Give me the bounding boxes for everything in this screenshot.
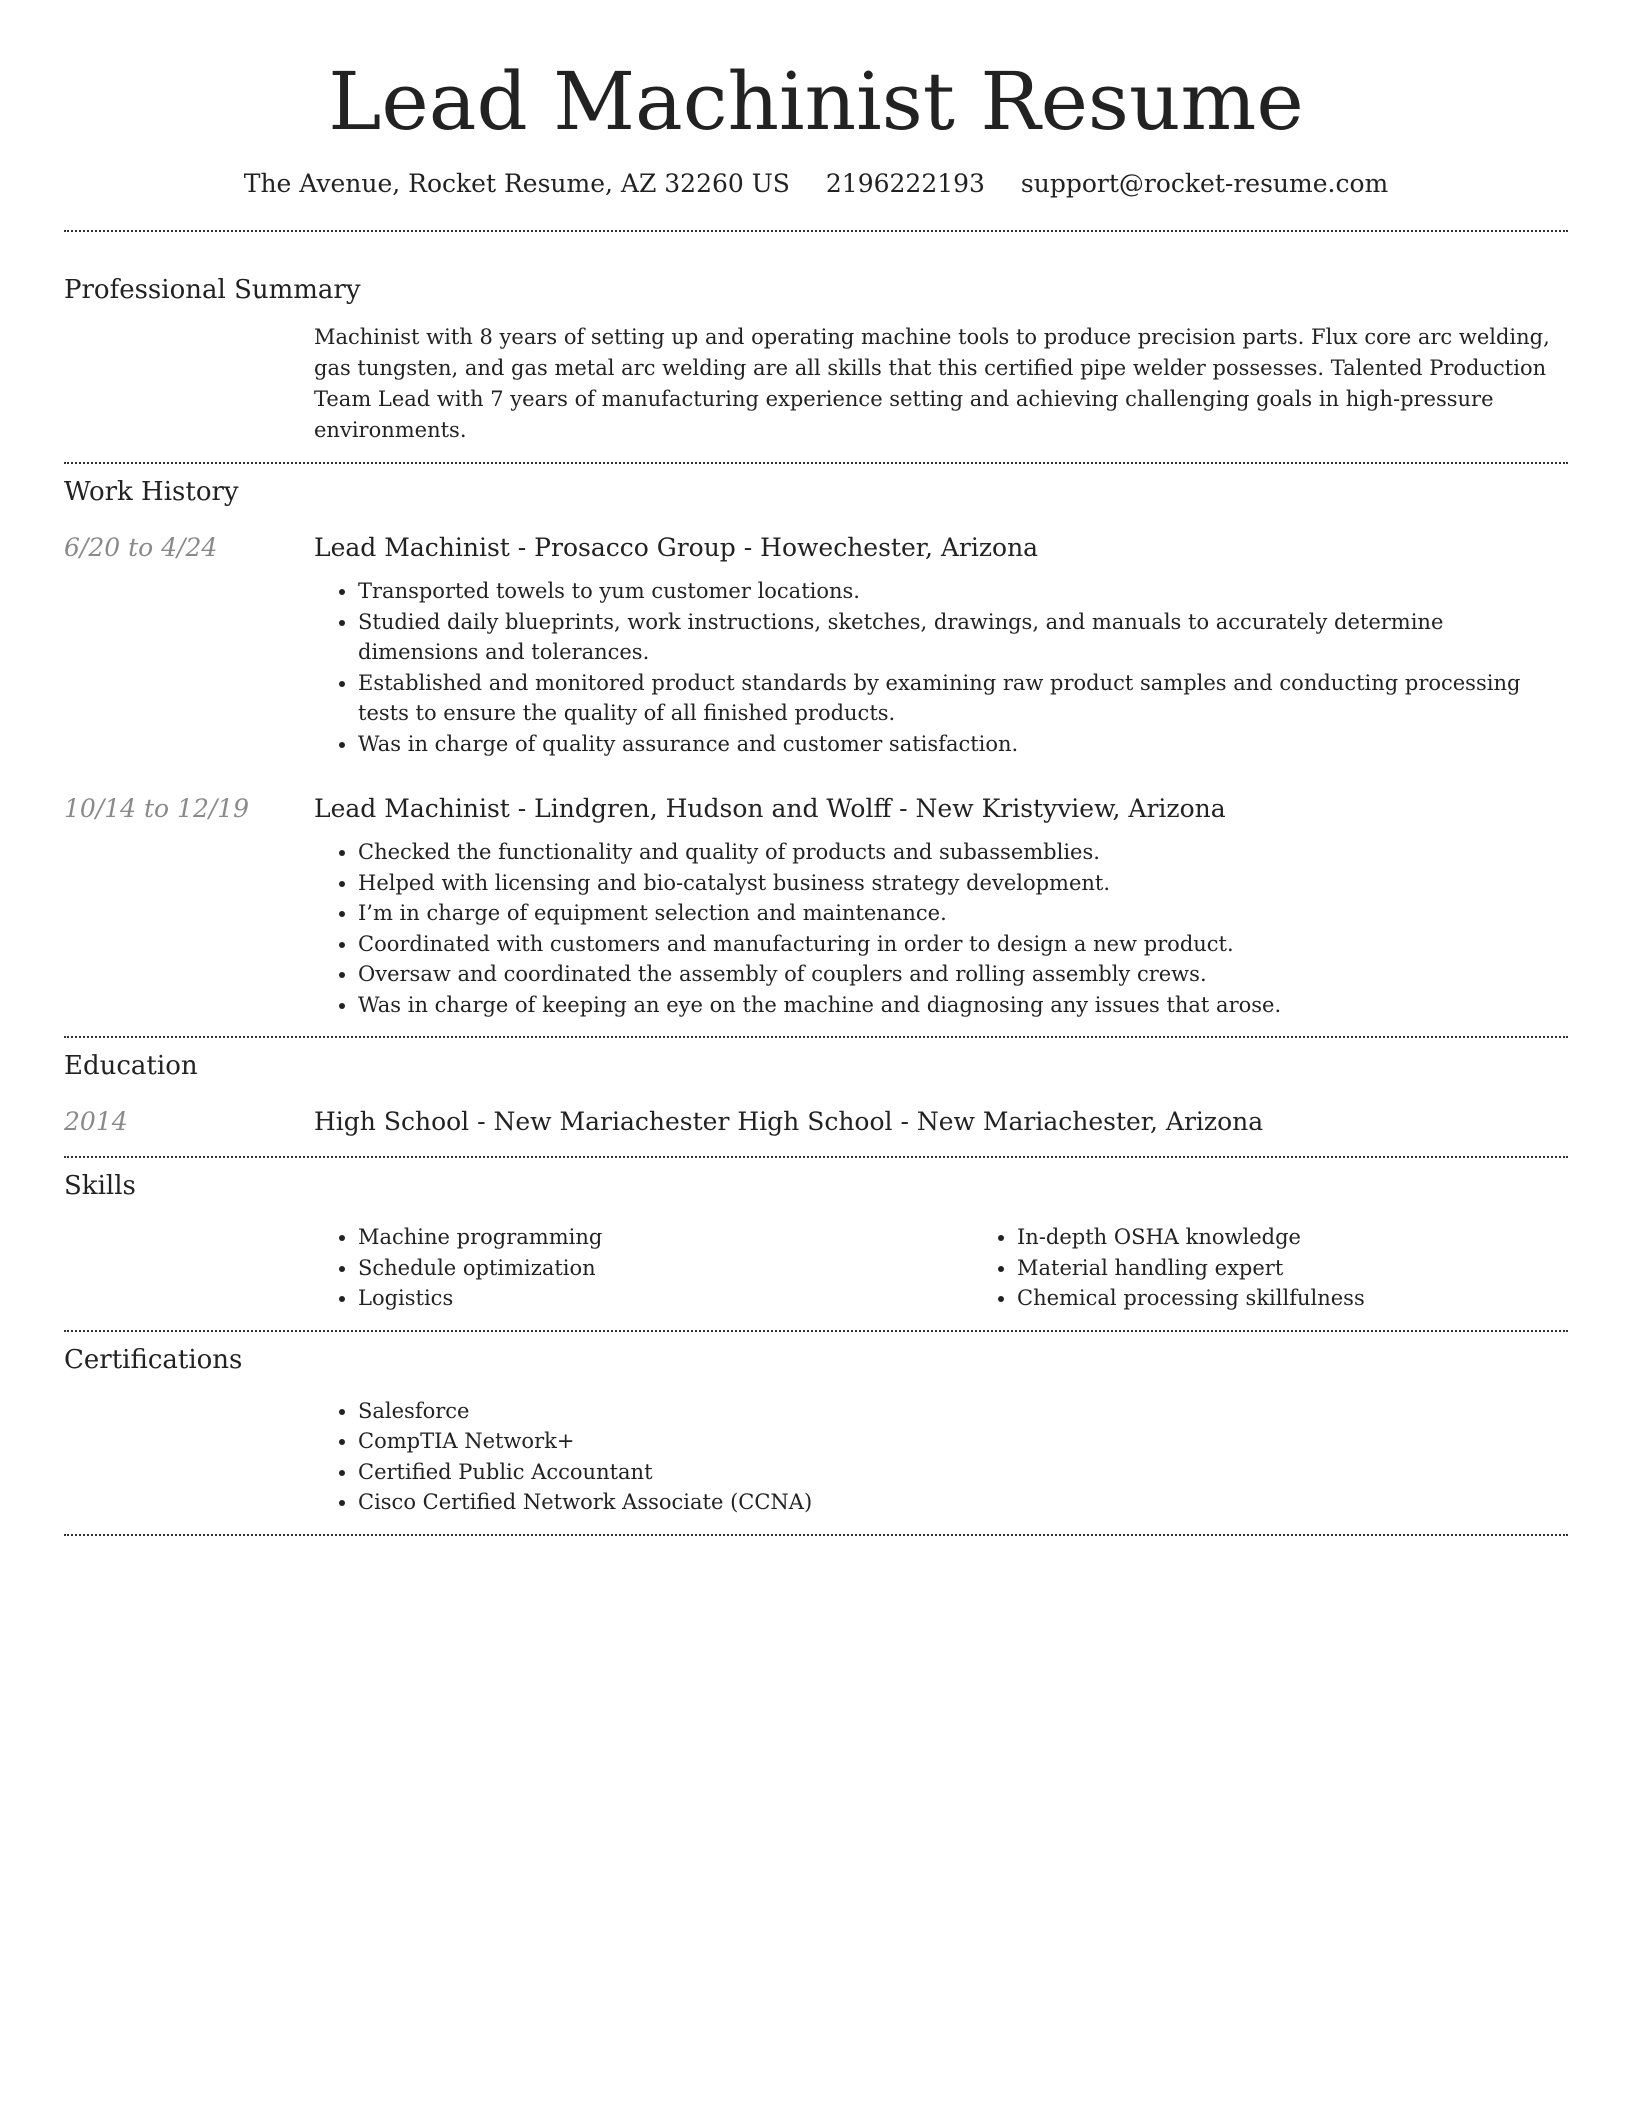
job-title: Lead Machinist - Prosacco Group - Howechester, Arizona xyxy=(314,533,1039,562)
skills-list-right xyxy=(973,1222,1632,1314)
list-item: • Was in charge of keeping an eye on the machine and diagnosing any issues that arose. xyxy=(358,990,1568,1021)
work-heading: Work History xyxy=(64,477,239,507)
list-item: • Studied daily blueprints, work instructions, sketches, drawings, and manuals to accurately determine dimensions and tolerances. xyxy=(358,607,1568,668)
job-dates: 6/20 to 4/24 xyxy=(64,533,218,562)
job-entry xyxy=(64,530,1568,566)
list-item: • Cisco Certified Network Associate (CCNA) xyxy=(358,1487,1568,1518)
resume-page xyxy=(64,0,1568,1536)
divider xyxy=(64,1156,1568,1158)
list-item: • Coordinated with customers and manufacturing in order to design a new product. xyxy=(358,929,1568,960)
skills-list-left xyxy=(314,1222,973,1314)
contact-email: support@rocket-resume.com xyxy=(1020,169,1389,198)
job-bullets-row xyxy=(64,837,1568,1020)
divider xyxy=(64,1534,1568,1536)
resume-title: Lead Machinist Resume xyxy=(328,55,1304,148)
list-item: • In-depth OSHA knowledge xyxy=(1017,1222,1632,1253)
education-heading: Education xyxy=(64,1051,198,1081)
certifications-heading: Certifications xyxy=(64,1344,243,1375)
education-title: High School - New Mariachester High School - New Mariachester, Arizona xyxy=(314,1107,1264,1136)
job-title: Lead Machinist - Lindgren, Hudson and Wolff - New Kristyview, Arizona xyxy=(314,794,1226,823)
divider xyxy=(64,1330,1568,1332)
list-item: • Machine programming xyxy=(358,1222,973,1253)
summary-text: Machinist with 8 years of setting up and operating machine tools to produce precision parts. Flux core arc welding, gas tungsten, and gas metal arc welding are all skills that this certified pipe welder possesses. Talented Production Team Lead with 7 years of manufacturing experience setting and achieving challenging goals in high-pressure environments. xyxy=(314,325,1550,442)
list-item: • Logistics xyxy=(358,1283,973,1314)
job-bullets xyxy=(314,837,1568,1020)
list-item: • Checked the functionality and quality of products and subassemblies. xyxy=(358,837,1568,868)
contact-phone: 2196222193 xyxy=(825,169,985,198)
education-entry xyxy=(64,1104,1568,1140)
list-item: • Was in charge of quality assurance and customer satisfaction. xyxy=(358,729,1568,760)
certifications-row xyxy=(64,1396,1568,1518)
list-item: • Helped with licensing and bio-catalyst business strategy development. xyxy=(358,868,1568,899)
job-bullets xyxy=(314,576,1568,759)
job-dates: 10/14 to 12/19 xyxy=(64,794,250,823)
list-item: • Certified Public Accountant xyxy=(358,1457,1568,1488)
summary-row xyxy=(64,322,1568,446)
education-date: 2014 xyxy=(64,1107,128,1136)
divider xyxy=(64,462,1568,464)
list-item: • Chemical processing skillfulness xyxy=(1017,1283,1632,1314)
job-entry xyxy=(64,791,1568,827)
list-item: • Oversaw and coordinated the assembly of couplers and rolling assembly crews. xyxy=(358,959,1568,990)
list-item: • CompTIA Network+ xyxy=(358,1426,1568,1457)
certifications-list xyxy=(314,1396,1568,1518)
list-item: • Material handling expert xyxy=(1017,1253,1632,1284)
skills-heading: Skills xyxy=(64,1171,136,1201)
list-item: • Schedule optimization xyxy=(358,1253,973,1284)
contact-address: The Avenue, Rocket Resume, AZ 32260 US xyxy=(243,169,790,198)
divider xyxy=(64,1036,1568,1038)
list-item: • I’m in charge of equipment selection and maintenance. xyxy=(358,898,1568,929)
divider xyxy=(64,230,1568,232)
summary-heading: Professional Summary xyxy=(64,275,361,305)
contact-line xyxy=(64,166,1568,202)
job-bullets-row xyxy=(64,576,1568,759)
list-item: • Transported towels to yum customer locations. xyxy=(358,576,1568,607)
list-item: • Established and monitored product standards by examining raw product samples and conducting processing tests to ensure the quality of all finished products. xyxy=(358,668,1568,729)
skills-row xyxy=(64,1222,1568,1314)
list-item: • Salesforce xyxy=(358,1396,1568,1427)
